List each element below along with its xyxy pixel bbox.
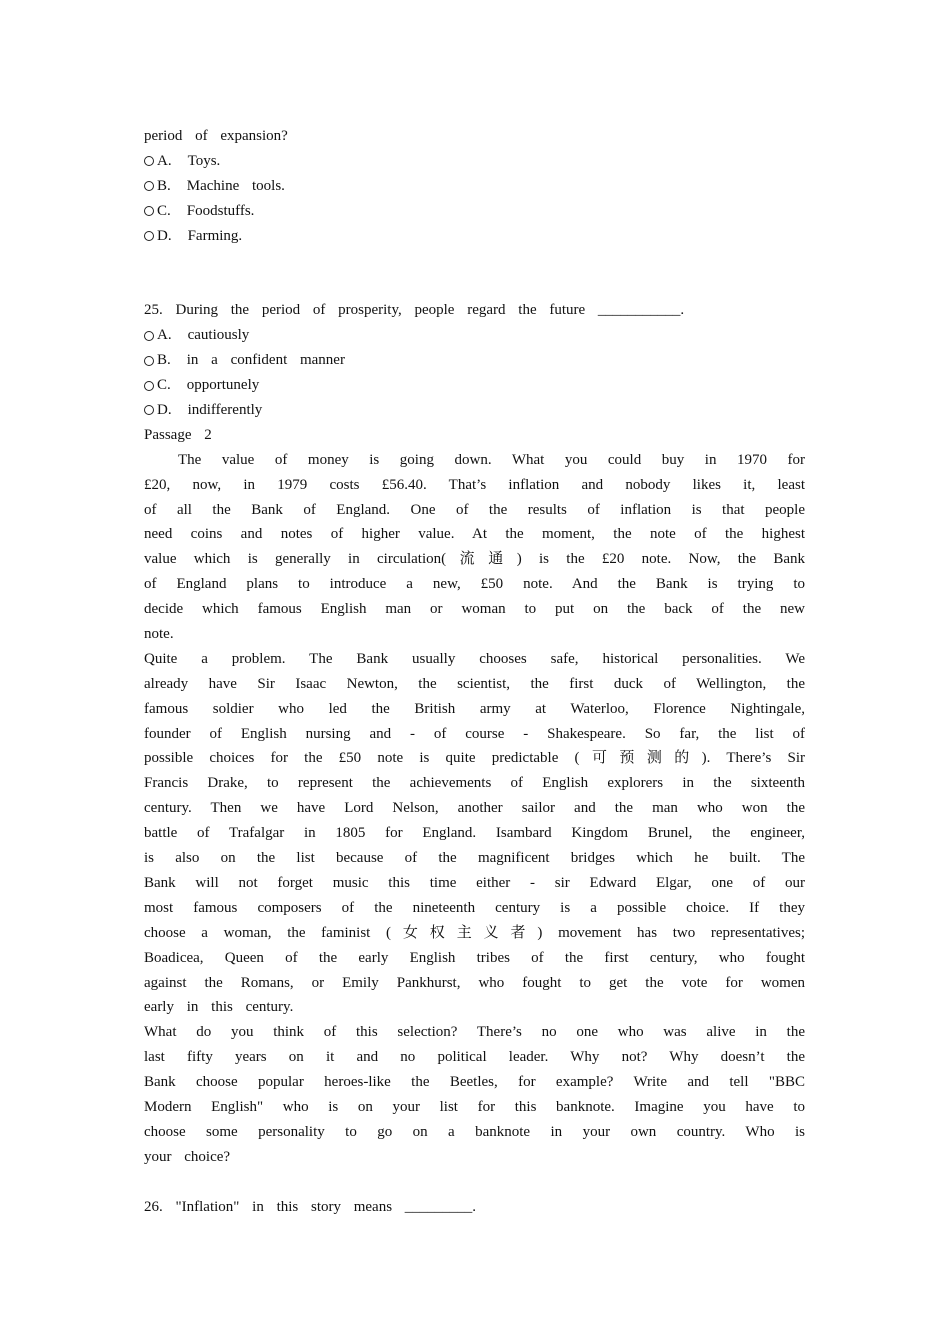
option-b[interactable]: B. in a confident manner — [144, 348, 805, 373]
question-24-tail: period of expansion? — [144, 128, 288, 144]
paragraph-line: your choice? — [144, 1148, 231, 1165]
radio-icon[interactable] — [144, 156, 154, 166]
radio-icon[interactable] — [144, 231, 154, 241]
paragraph-line: is also on the list because of the magnificent bridges which he built. The — [144, 850, 805, 867]
option-d[interactable]: D. indifferently — [144, 398, 805, 423]
paragraph-line: already have Sir Isaac Newton, the scientist, the first duck of Wellington, the — [144, 675, 805, 692]
paragraph-line: decide which famous English man or woman to put on the back of the new — [144, 601, 805, 618]
option-a[interactable]: A. cautiously — [144, 323, 805, 348]
option-a[interactable]: A. Toys. — [144, 149, 805, 174]
radio-icon[interactable] — [144, 206, 154, 216]
paragraph-line: Quite a problem. The Bank usually chooses safe, historical personalities. We — [144, 650, 805, 667]
paragraph-line: battle of Trafalgar in 1805 for England. Isambard Kingdom Brunel, the engineer, — [144, 825, 805, 842]
paragraph-line: Bank choose popular heroes-like the Beetles, for example? Write and tell "BBC — [144, 1074, 805, 1091]
radio-icon[interactable] — [144, 405, 154, 415]
paragraph-line: note. — [144, 626, 174, 643]
paragraph-1 — [144, 448, 805, 647]
paragraph-line: need coins and notes of higher value. At the moment, the note of the highest — [144, 526, 805, 543]
option-b[interactable]: B. Machine tools. — [144, 174, 805, 199]
radio-icon[interactable] — [144, 331, 154, 341]
document-page — [144, 124, 805, 1219]
paragraph-line: most famous composers of the nineteenth century is a possible choice. If they — [144, 899, 805, 916]
paragraph-line: choose a woman, the faminist (女权主义者) movement has two representatives; — [144, 924, 805, 941]
paragraph-line: founder of English nursing and - of course - Shakespeare. So far, the list of — [144, 725, 805, 742]
paragraph-2 — [144, 647, 805, 1020]
question-25-options — [144, 323, 805, 423]
paragraph-line: last fifty years on it and no political leader. Why not? Why doesn’t the — [144, 1049, 805, 1066]
paragraph-line: possible choices for the £50 note is quite predictable (可预测的). There’s Sir — [144, 750, 805, 767]
paragraph-line: Bank will not forget music this time either - sir Edward Elgar, one of our — [144, 874, 805, 891]
question-25: 25. During the period of prosperity, people regard the future ___________. — [144, 302, 685, 319]
radio-icon[interactable] — [144, 381, 154, 391]
option-c[interactable]: C. opportunely — [144, 373, 805, 398]
paragraph-line: value which is generally in circulation(流通) is the £20 note. Now, the Bank — [144, 551, 805, 568]
paragraph-line: against the Romans, or Emily Pankhurst, who fought to get the vote for women — [144, 974, 805, 991]
paragraph-line: of all the Bank of England. One of the results of inflation is that people — [144, 501, 805, 518]
question-24-options — [144, 149, 805, 249]
paragraph-line: What do you think of this selection? There’s no one who was alive in the — [144, 1024, 805, 1041]
paragraph-line: Boadicea, Queen of the early English tribes of the first century, who fought — [144, 949, 805, 966]
option-c[interactable]: C. Foodstuffs. — [144, 199, 805, 224]
spacer — [144, 248, 805, 298]
paragraph-line: early in this century. — [144, 999, 294, 1016]
paragraph-line: Francis Drake, to represent the achievements of English explorers in the sixteenth — [144, 775, 805, 792]
radio-icon[interactable] — [144, 181, 154, 191]
paragraph-line: century. Then we have Lord Nelson, another sailor and the man who won the — [144, 800, 805, 817]
passage-title: Passage 2 — [144, 426, 212, 443]
question-26: 26. "Inflation" in this story means _________. — [144, 1198, 477, 1215]
paragraph-line: £20, now, in 1979 costs £56.40. That’s inflation and nobody likes it, least — [144, 476, 805, 493]
spacer — [144, 1170, 805, 1195]
radio-icon[interactable] — [144, 356, 154, 366]
paragraph-line: The value of money is going down. What you could buy in 1970 for — [178, 451, 805, 468]
paragraph-line: famous soldier who led the British army at Waterloo, Florence Nightingale, — [144, 700, 805, 717]
option-d[interactable]: D. Farming. — [144, 224, 805, 249]
paragraph-line: of England plans to introduce a new, £50 note. And the Bank is trying to — [144, 576, 805, 593]
paragraph-line: Modern English" who is on your list for this banknote. Imagine you have to — [144, 1098, 805, 1115]
paragraph-3 — [144, 1020, 805, 1169]
paragraph-line: choose some personality to go on a banknote in your own country. Who is — [144, 1123, 805, 1140]
